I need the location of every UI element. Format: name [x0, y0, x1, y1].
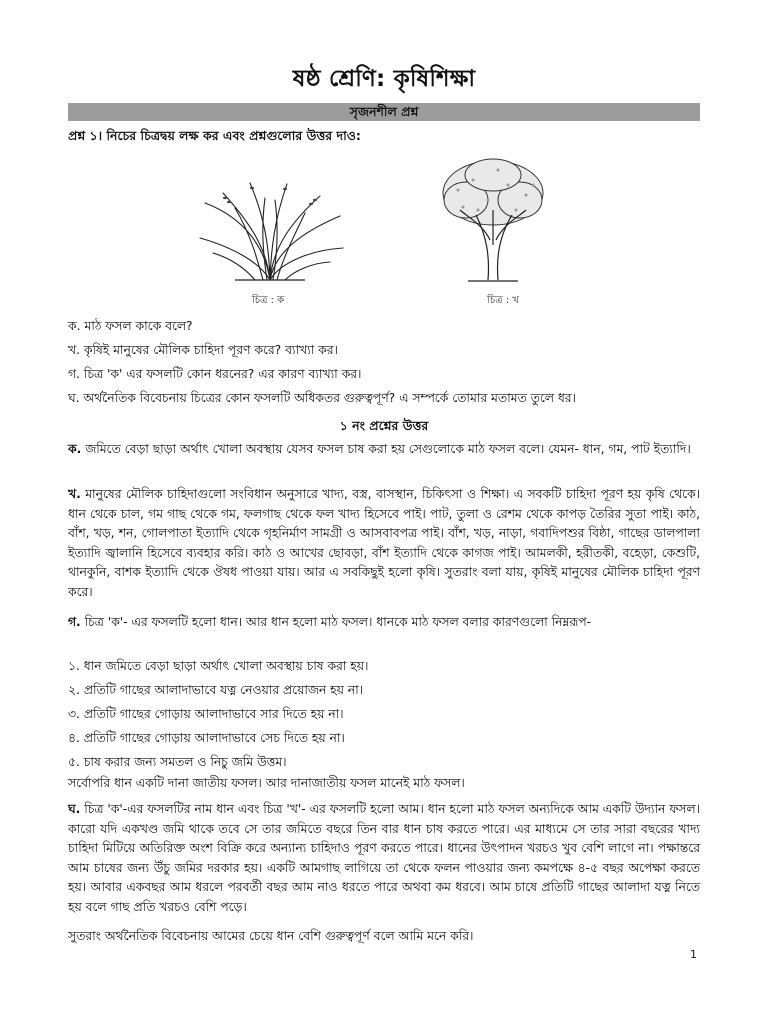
answer-ka-label: ক. [68, 442, 82, 456]
answer-ga-point-5: ৫. চাষ করার জন্য সমতল ও নিচু জমি উত্তম। [68, 755, 287, 769]
answer-ga [68, 613, 700, 633]
answer-ga-point-1: ১. ধান জমিতে বেড়া ছাড়া অর্থাৎ খোলা অবস্থায় চাষ করা হয়। [68, 659, 369, 673]
figure-b-caption: চিত্র : খ [487, 295, 519, 306]
rice-plant-illustration [195, 178, 345, 283]
question-ga: গ. চিত্র 'ক' এর ফসলটি কোন ধরনের? এর কারণ ব্যাখ্যা কর। [68, 367, 362, 381]
question-heading: প্রশ্ন ১। নিচের চিত্রদ্বয় লক্ষ কর এবং প্রশ্নগুলোর উত্তর দাও: [68, 128, 361, 143]
answer-gha-label: ঘ. [68, 802, 81, 816]
figure-a-caption: চিত্র : ক [251, 295, 285, 306]
mango-tree-illustration [438, 155, 548, 285]
question-ka: ক. মাঠ ফসল কাকে বলে? [68, 319, 193, 333]
answer-kha-label: খ. [68, 487, 81, 501]
answer-kha [68, 485, 700, 602]
section-banner: সৃজনশীল প্রশ্ন [68, 103, 700, 121]
page-title: ষষ্ঠ শ্রেণি: কৃষিশিক্ষা [292, 66, 476, 92]
answer-gha-text: চিত্র 'ক'-এর ফসলটির নাম ধান এবং চিত্র 'খ'- এর ফসলটি হলো আম। ধান হলো মাঠ ফসল অন্যদিকে আম একটি উদ্যান ফসল। কারো যদি একখণ্ড জমি থাকে তবে সে তার জমিতে বছরে তিন বার ধান চাষ করতে পারে। এর মাধ্যমে সে তার সারা বছরের খাদ্য চাহিদা মিটিয়ে অতিরিক্ত অংশ বিক্রি করে অন্যান্য চাহিদাও পূরণ করতে পারে। ধানের উৎপাদন খরচও খুব বেশি লাগে না। পক্ষান্তরে আম চাষের জন্য উঁচু জমির দরকার হয়। একটি আমগাছ লাগিয়ে তা থেকে ফলন পাওয়ার জন্য কমপক্ষে ৪-৫ বছর অপেক্ষা করতে হয়। আবার একবছর আম ধরলে পরবর্তী বছর আম নাও ধরতে পারে অথবা কম ধরবে। আম চাষে প্রতিটি গাছের আলাদা যত্ন নিতে হয় বলে গাছ প্রতি খরচও বেশি পড়ে। [68, 802, 700, 914]
page-number: 1 [690, 948, 697, 961]
answer-heading: ১ নং প্রশ্নের উত্তর [339, 418, 429, 433]
answer-ga-point-2: ২. প্রতিটি গাছের আলাদাভাবে যত্ন নেওয়ার প্রয়োজন হয় না। [68, 683, 364, 697]
question-gha: ঘ. অর্থনৈতিক বিবেচনায় চিত্রের কোন ফসলটি অধিকতর গুরুত্বপূর্ণ? এ সম্পর্কে তোমার মতামত তুলে ধর। [68, 391, 576, 405]
answer-ga-point-4: ৪. প্রতিটি গাছের গোড়ায় আলাদাভাবে সেচ দিতে হয় না। [68, 731, 345, 745]
answer-ka [68, 440, 700, 460]
answer-gha-conclusion: সুতরাং অর্থনৈতিক বিবেচনায় আমের চেয়ে ধান বেশি গুরুত্বপূর্ণ বলে আমি মনে করি। [68, 929, 474, 943]
answer-ga-label: গ. [68, 615, 81, 629]
answer-ga-point-3: ৩. প্রতিটি গাছের গোড়ায় আলাদাভাবে সার দিতে হয় না। [68, 707, 344, 721]
answer-ga-text: চিত্র 'ক'- এর ফসলটি হলো ধান। আর ধান হলো মাঠ ফসল। ধানকে মাঠ ফসল বলার কারণগুলো নিম্নরূপ- [84, 615, 592, 629]
question-kha: খ. কৃষিই মানুষের মৌলিক চাহিদা পূরণ করে? ব্যাখ্যা কর। [68, 343, 338, 357]
answer-ga-summary: সর্বোপরি ধান একটি দানা জাতীয় ফসল। আর দানাজাতীয় ফসল মানেই মাঠ ফসল। [68, 776, 465, 790]
answer-ka-text: জমিতে বেড়া ছাড়া অর্থাৎ খোলা অবস্থায় যেসব ফসল চাষ করা হয় সেগুলোকে মাঠ ফসল বলে। যেমন- ধান, গম, পাট ইত্যাদি। [85, 442, 691, 456]
answer-kha-text: মানুষের মৌলিক চাহিদাগুলো সংবিধান অনুসারে খাদ্য, বস্ত্র, বাসস্থান, চিকিৎসা ও শিক্ষা। এ সবকটি চাহিদা পূরণ হয় কৃষি থেকে। ধান থেকে চাল, গম গাছ থেকে গম, ফলগাছ থেকে ফল খাদ্য হিসেবে পাই। পাট, তুলা ও রেশম থেকে কাপড় তৈরির সুতা পাই। কাঠ, বাঁশ, খড়, শন, গোলপাতা ইত্যাদি থেকে গৃহনির্মাণ সামগ্রী ও আসবাবপত্র পাই। বাঁশ, খড়, নাড়া, গবাদিপশুর বিষ্ঠা, গাছের ডালপালা ইত্যাদি জ্বালানি হিসেবে ব্যবহার করি। কাঠ ও আখের ছোবড়া, বাঁশ ইত্যাদি থেকে কাগজ পাই। আমলকী, হরীতকী, বহেড়া, কেশুটি, থানকুনি, বাশক ইত্যাদি থেকে ঔষধ পাওয়া যায়। আর এ সবকিছুই হলো কৃষি। সুতরাং বলা যায়, কৃষিই মানুষের মৌলিক চাহিদা পূরণ করে। [68, 487, 700, 599]
answer-gha [68, 800, 700, 917]
